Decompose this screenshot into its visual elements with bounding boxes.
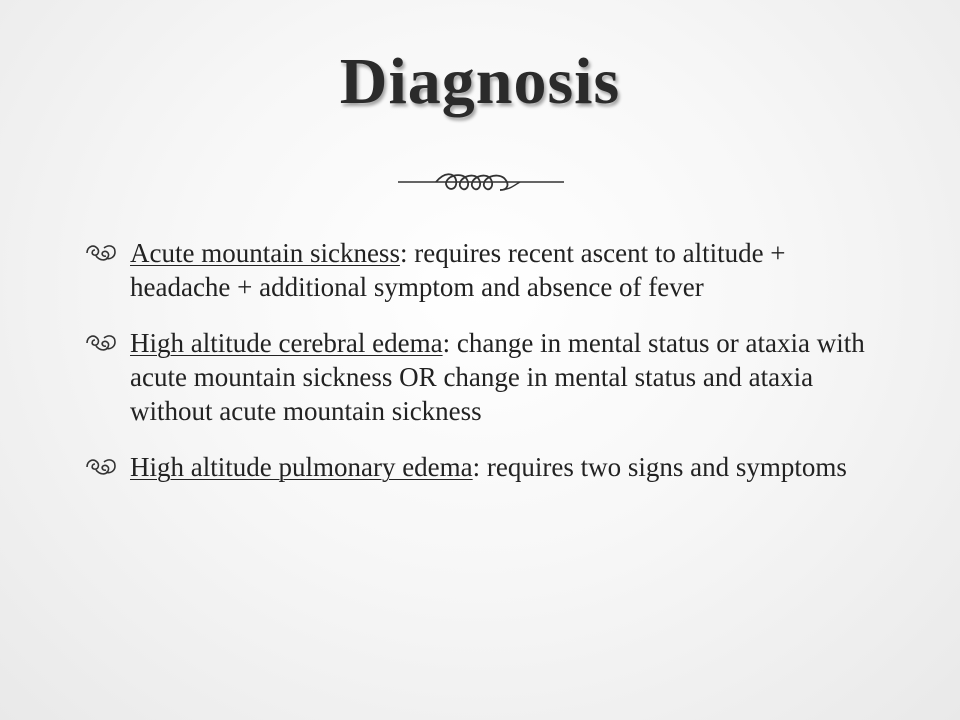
bullet-text: change in mental status or ataxia with acute mountain sickness OR change in mental status and ataxia without acute mountain sickness [130,328,865,426]
bullet-separator: : [442,328,451,358]
list-item [84,450,884,484]
fleuron-bullet-icon [84,242,118,264]
list-item [84,326,884,428]
fleuron-bullet-icon [84,456,118,478]
bullet-separator: : [472,452,481,482]
bullet-term: High altitude cerebral edema [130,328,443,358]
list-item [84,236,884,304]
bullet-text: requires recent ascent to altitude + headache + additional symptom and absence of fever [130,238,786,302]
bullet-text: requires two signs and symptoms [480,452,847,482]
bullet-list [84,236,884,506]
bullet-term: High altitude pulmonary edema [130,452,473,482]
bullet-separator: : [399,238,408,268]
slide-title: Diagnosis [339,45,621,118]
bullet-term: Acute mountain sickness [130,238,400,268]
fleuron-bullet-icon [84,332,118,354]
scroll-flourish-icon [396,168,566,196]
